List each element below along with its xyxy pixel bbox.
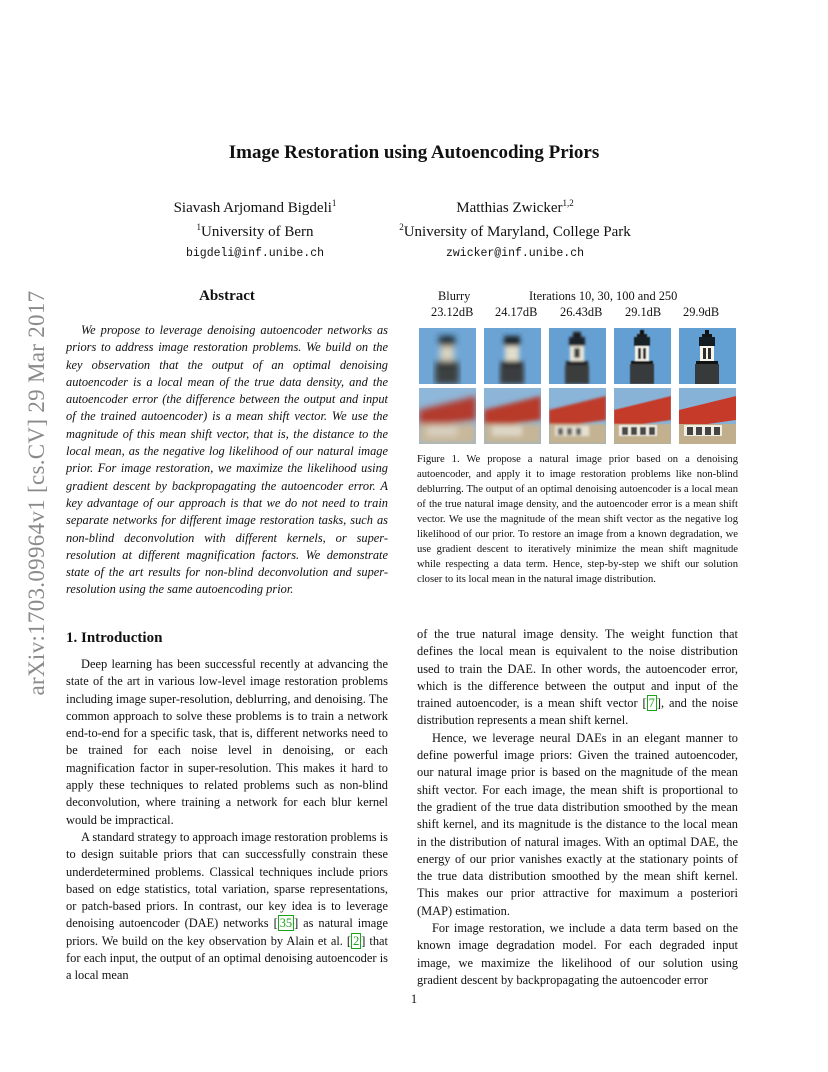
house-crop-bottom xyxy=(679,388,736,444)
figure-label-blurry: Blurry xyxy=(438,289,471,303)
figure-label-iterations: Iterations 10, 30, 100 and 250 xyxy=(529,289,678,303)
citation-link[interactable]: 7 xyxy=(648,696,655,711)
abstract-body xyxy=(66,322,388,599)
introduction-left-column xyxy=(66,656,388,985)
author-email: zwicker@inf.unibe.ch xyxy=(445,247,585,260)
abstract-heading: Abstract xyxy=(199,288,255,304)
house-crop-bottom xyxy=(484,388,541,444)
lighthouse-crop-top xyxy=(419,328,476,384)
author-affiliation: $^1$University of Bern xyxy=(196,222,314,240)
author-affiliation: $^2$University of Maryland, College Park xyxy=(399,222,631,240)
abstract-text: We propose to leverage denoising autoencoder networks as priors to address image restoration problems. We build on the key observation that the output of an optimal denoising autoencoder is a local mean of the true data density, and the autoencoder error (the difference between the output and input of the trained autoencoder) is a mean shift vector. We use the magnitude of this mean shift vector, that is, the distance to the local mean, as the negative log likelihood of our natural image prior. For image restoration, we maximize the likelihood using gradient descent by backpropagating the autoencoder error. A key advantage of our approach is that we do not need to train separate networks for different image restoration tasks, such as non-blind deconvolution with different kernels, or super-resolution at different magnification factors. We demonstrate state of the art results for non-blind deconvolution and super-resolution using the same autoencoding prior. xyxy=(66,323,388,597)
psnr-label: 24.17dB xyxy=(495,305,538,319)
house-crop-bottom xyxy=(614,388,671,444)
lighthouse-crop-top xyxy=(679,328,736,384)
page-number: 1 xyxy=(410,992,418,1006)
citation-link[interactable]: 35 xyxy=(279,916,293,931)
paragraph: of the true natural image density. The weight function that defines the local mean is equivalent to the noise distribution used to train the DAE. In other words, the autoencoder error, which is the difference between the output and input of the trained autoencoder, is a mean shift vector [ 7 ], and the noise distribution represents a mean shift kernel. xyxy=(417,627,738,728)
figure-image-strip xyxy=(419,328,737,448)
paragraph: Hence, we leverage neural DAEs in an elegant manner to define powerful image priors: Given the trained autoencoder, our natural image prior is based on the magnitude of the mean shift vector. For each image, the mean shift is proportional to the gradient of the true data distribution smoothed by the mean shift kernel, and its magnitude is the distance to the local mean in the distribution of natural images. With an optimal DAE, the energy of our prior vanishes exactly at the stationary points of the true data distribution smoothed by the mean shift kernel. This makes our prior attractive for maximum a posteriori (MAP) estimation. xyxy=(417,730,738,918)
lighthouse-crop-top xyxy=(484,328,541,384)
author-block-1 xyxy=(150,194,360,260)
paper-title: Image Restoration using Autoencoding Priors xyxy=(228,142,600,163)
lighthouse-crop-top xyxy=(614,328,671,384)
psnr-label: 23.12dB xyxy=(431,305,474,319)
arxiv-stamp-text: arXiv:1703.09964v1 [cs.CV] 29 Mar 2017 xyxy=(24,290,49,696)
house-crop-bottom xyxy=(419,388,476,444)
house-crop-bottom xyxy=(549,388,606,444)
author-email: bigdeli@inf.unibe.ch xyxy=(185,247,325,260)
citation-link[interactable]: 2 xyxy=(353,933,360,948)
author-block-2 xyxy=(380,194,650,260)
paragraph: Deep learning has been successful recently at advancing the state of the art in various low-level image restoration problems including image super-resolution, deblurring, and denoising. The common approach to solve these problems is to train a network end-to-end for a specific task, that is, different networks need to be trained for each noise level in denoising, or each magnification factor in super-resolution. This makes it hard to apply these techniques to related problems such as non-blind deconvolution, where training a network for each blur kernel would be impractical. xyxy=(66,657,388,827)
paragraph: A standard strategy to approach image restoration problems is to design suitable priors that can successfully constrain these underdetermined problems. Classical techniques include priors based on edge statistics, total variation, sparse representations, or patch-based priors. In contrast, our key idea is to leverage denoising autoencoder (DAE) networks [ 35 ] as natural image priors. We build on the key observation by Alain et al. [ 2 ] that for each input, the output of an optimal denoising autoencoder is a local mean xyxy=(66,829,388,983)
introduction-right-column xyxy=(417,626,738,989)
psnr-label: 29.1dB xyxy=(625,305,662,319)
arxiv-side-stamp xyxy=(22,278,52,708)
section-heading-introduction: 1. Introduction xyxy=(66,630,163,646)
lighthouse-crop-top xyxy=(549,328,606,384)
figure-caption: Figure 1. We propose a natural image prior based on a denoising autoencoder, and apply it to image restoration problems like non-blind deblurring. The output of an optimal denoising autoencoder is a local mean of the true natural image density, and the autoencoder error is a mean shift vector. We use the magnitude of the mean shift vector as the negative log likelihood of our prior. To restore an image from a known degradation, we use gradient descent to iteratively minimize the mean shift magnitude while respecting a data term. Hence, step-by-step we shift our solution closer to its local mean in the natural image distribution. xyxy=(417,454,738,585)
psnr-label: 29.9dB xyxy=(683,305,720,319)
psnr-label: 26.43dB xyxy=(560,305,603,319)
author-name: Siavash Arjomand Bigdeli$^1$ xyxy=(173,198,337,216)
figure-labels xyxy=(417,288,738,320)
author-name: Matthias Zwicker$^{1,2}$ xyxy=(456,198,574,216)
paragraph: For image restoration, we include a data term based on the known image degradation model. For each degraded input image, we maximize the likelihood of our solution using gradient descent by backpropagating the autoencoder error xyxy=(417,921,738,987)
